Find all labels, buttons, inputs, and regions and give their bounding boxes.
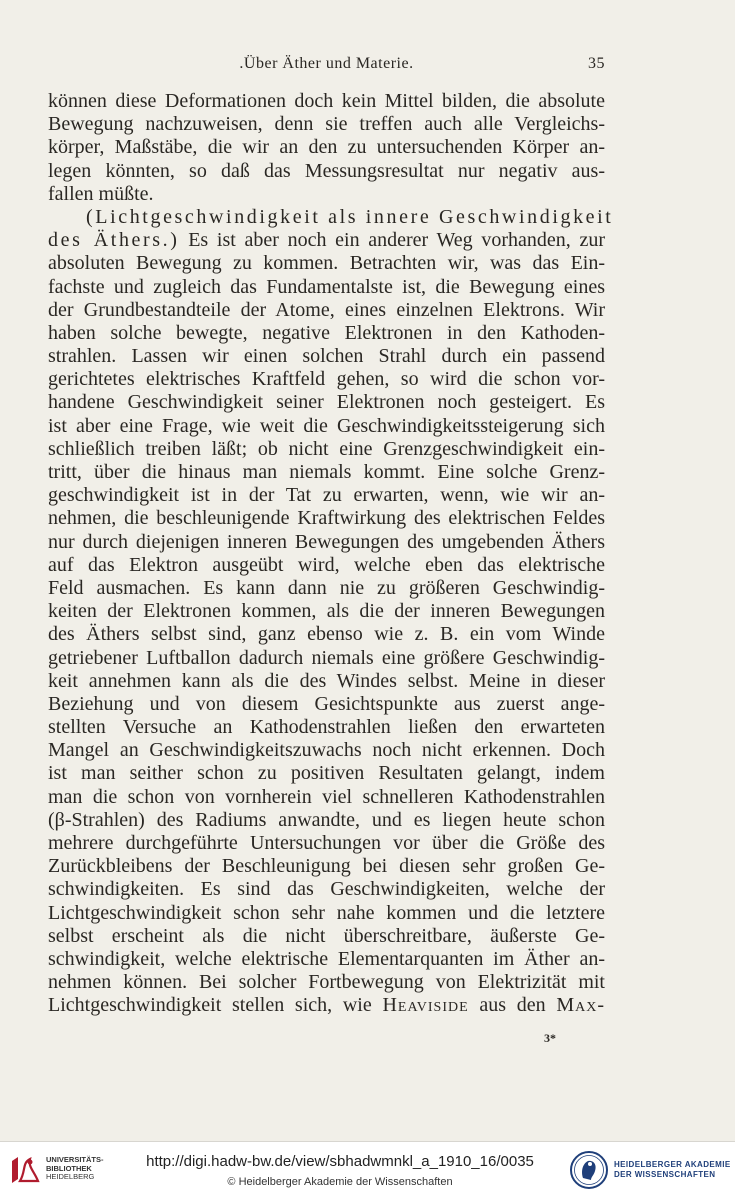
text-line: keiten der Elektronen kommen, als die der inneren Bewegungen [48, 600, 605, 623]
academy-seal-icon [569, 1150, 609, 1190]
text-line: schließlich treiben läßt; ob nicht eine Grenzgeschwindigkeit ein- [48, 437, 605, 460]
text-line: tritt, über die hinaus man niemals kommt. Eine solche Grenz- [48, 461, 605, 483]
text-line: Lichtgeschwindigkeit schon sehr nahe kommen und die letztere [48, 901, 605, 924]
text-line-last [48, 994, 605, 1017]
text-line: der Grundbestandteile der Atome, eines einzelnen Elektrons. Wir [48, 298, 605, 321]
body-text [48, 90, 614, 1018]
section-heading-end: des Äthers.) [48, 229, 180, 252]
text-line: strahlen. Lassen wir einen solchen Strahl durch ein passend [48, 345, 605, 368]
text-line: legen könnten, so daß das Messungsresultat nur negativ aus- [48, 159, 605, 182]
author-name-heaviside: Heaviside [382, 994, 469, 1017]
section-heading: (Lichtgeschwindigkeit als innere Geschwindigkeit [86, 205, 614, 228]
text-line: ist man seither schon zu positiven Resultaten gelangt, indem [48, 762, 605, 785]
text-line: Zurückbleibens der Beschleunigung bei diesen sehr großen Ge- [48, 855, 605, 878]
library-name-line: UNIVERSITÄTS- [46, 1155, 104, 1164]
text-line: keit annehmen kann als die des Windes selbst. Meine in dieser [48, 669, 605, 692]
text-line: Mangel an Geschwindigkeitszuwachs noch nicht erkennen. Doch [48, 739, 605, 762]
text-line: geschwindigkeit ist in der Tat zu erwarten, wenn, wie wir an- [48, 484, 605, 507]
text-line: des Äthers selbst sind, ganz ebenso wie z. B. ein vom Winde [48, 623, 605, 646]
text-line: schwindigkeit, welche elektrische Elementarquanten im Äther an- [48, 947, 605, 970]
text-line: mehrere durchgeführte Untersuchungen vor über die Größe des [48, 832, 605, 854]
text-line: nehmen, die beschleunigende Kraftwirkung des elektrischen Feldes [48, 507, 605, 530]
library-name [46, 1156, 104, 1182]
academy-name [614, 1160, 731, 1180]
text-line: handene Geschwindigkeit seiner Elektronen noch gesteigert. Es [48, 391, 605, 414]
academy-name-line: HEIDELBERGER AKADEMIE [614, 1160, 731, 1169]
text-line: absoluten Bewegung zu kommen. Betrachten wir, was das Ein- [48, 252, 605, 275]
text-line: nur durch diejenigen inneren Bewegungen des umgebenden Äthers [48, 530, 605, 553]
university-library-logo-icon [8, 1153, 42, 1187]
text-line: (β-Strahlen) des Radiums anwandte, und es liegen heute schon [48, 808, 605, 831]
text-line: schwindigkeiten. Es sind das Geschwindigkeiten, welche der [48, 878, 605, 901]
text-line: stellten Versuche an Kathodenstrahlen ließen den erwarteten [48, 716, 605, 739]
text-line: Bewegung nachzuweisen, denn sie treffen auch alle Vergleichs- [48, 113, 605, 136]
text-line: körper, Maßstäbe, die wir an den zu untersuchenden Körper an- [48, 136, 605, 159]
text-line: können diese Deformationen doch kein Mittel bilden, die absolute [48, 90, 605, 112]
section-heading-line [48, 229, 605, 252]
text-line: selbst erscheint als die nicht überschreitbare, äußerste Ge- [48, 924, 605, 947]
text-line: gerichtetes elektrisches Kraftfeld gehen, so wird die schon vor- [48, 368, 605, 391]
text-line: auf das Elektron ausgeübt wird, welche eben das elektrische [48, 553, 605, 576]
text-line: Beziehung und von diesem Gesichtspunkte aus zuerst ange- [48, 692, 605, 715]
text-fragment: Es ist aber noch ein anderer Weg vorhanden, zur [179, 229, 605, 252]
document-url-link[interactable]: http://digi.hadw-bw.de/view/sbhadwmnkl_a_1910_16/0035 [146, 1153, 534, 1170]
text-line: man die schon von vornherein viel schnelleren Kathodenstrahlen [48, 785, 605, 808]
text-line: fallen müßte. [48, 182, 154, 205]
footer-bar [0, 1141, 735, 1197]
text-line: Feld ausmachen. Es kann dann nie zu größeren Geschwindig- [48, 576, 605, 599]
text-fragment: Lichtgeschwindigkeit stellen sich, wie [48, 994, 383, 1017]
author-name-maxwell: Max- [556, 994, 605, 1017]
running-title: .Über Äther und Materie. [239, 55, 414, 72]
text-line: haben solche bewegte, negative Elektronen in den Kathoden- [48, 321, 605, 344]
section-heading-line [48, 205, 614, 229]
page-number: 35 [588, 55, 605, 72]
text-line: ist aber eine Frage, wie weit die Geschwindigkeitssteigerung sich [48, 414, 605, 437]
text-line: nehmen können. Bei solcher Fortbewegung von Elektrizität mit [48, 971, 605, 994]
running-header [48, 55, 605, 77]
copyright-notice: © Heidelberger Akademie der Wissenschaften [227, 1176, 453, 1188]
text-line: fachste und zugleich das Fundamentalste ist, die Bewegung eines [48, 275, 605, 298]
academy-name-line: DER WISSENSCHAFTEN [614, 1170, 716, 1179]
text-fragment: aus den [468, 994, 557, 1017]
library-name-line: BIBLIOTHEK [46, 1163, 92, 1173]
signature-mark: 3* [544, 1031, 556, 1045]
text-line: getriebener Luftballon dadurch niemals eine größere Geschwindig- [48, 646, 605, 669]
library-name-line: HEIDELBERG [46, 1172, 95, 1181]
